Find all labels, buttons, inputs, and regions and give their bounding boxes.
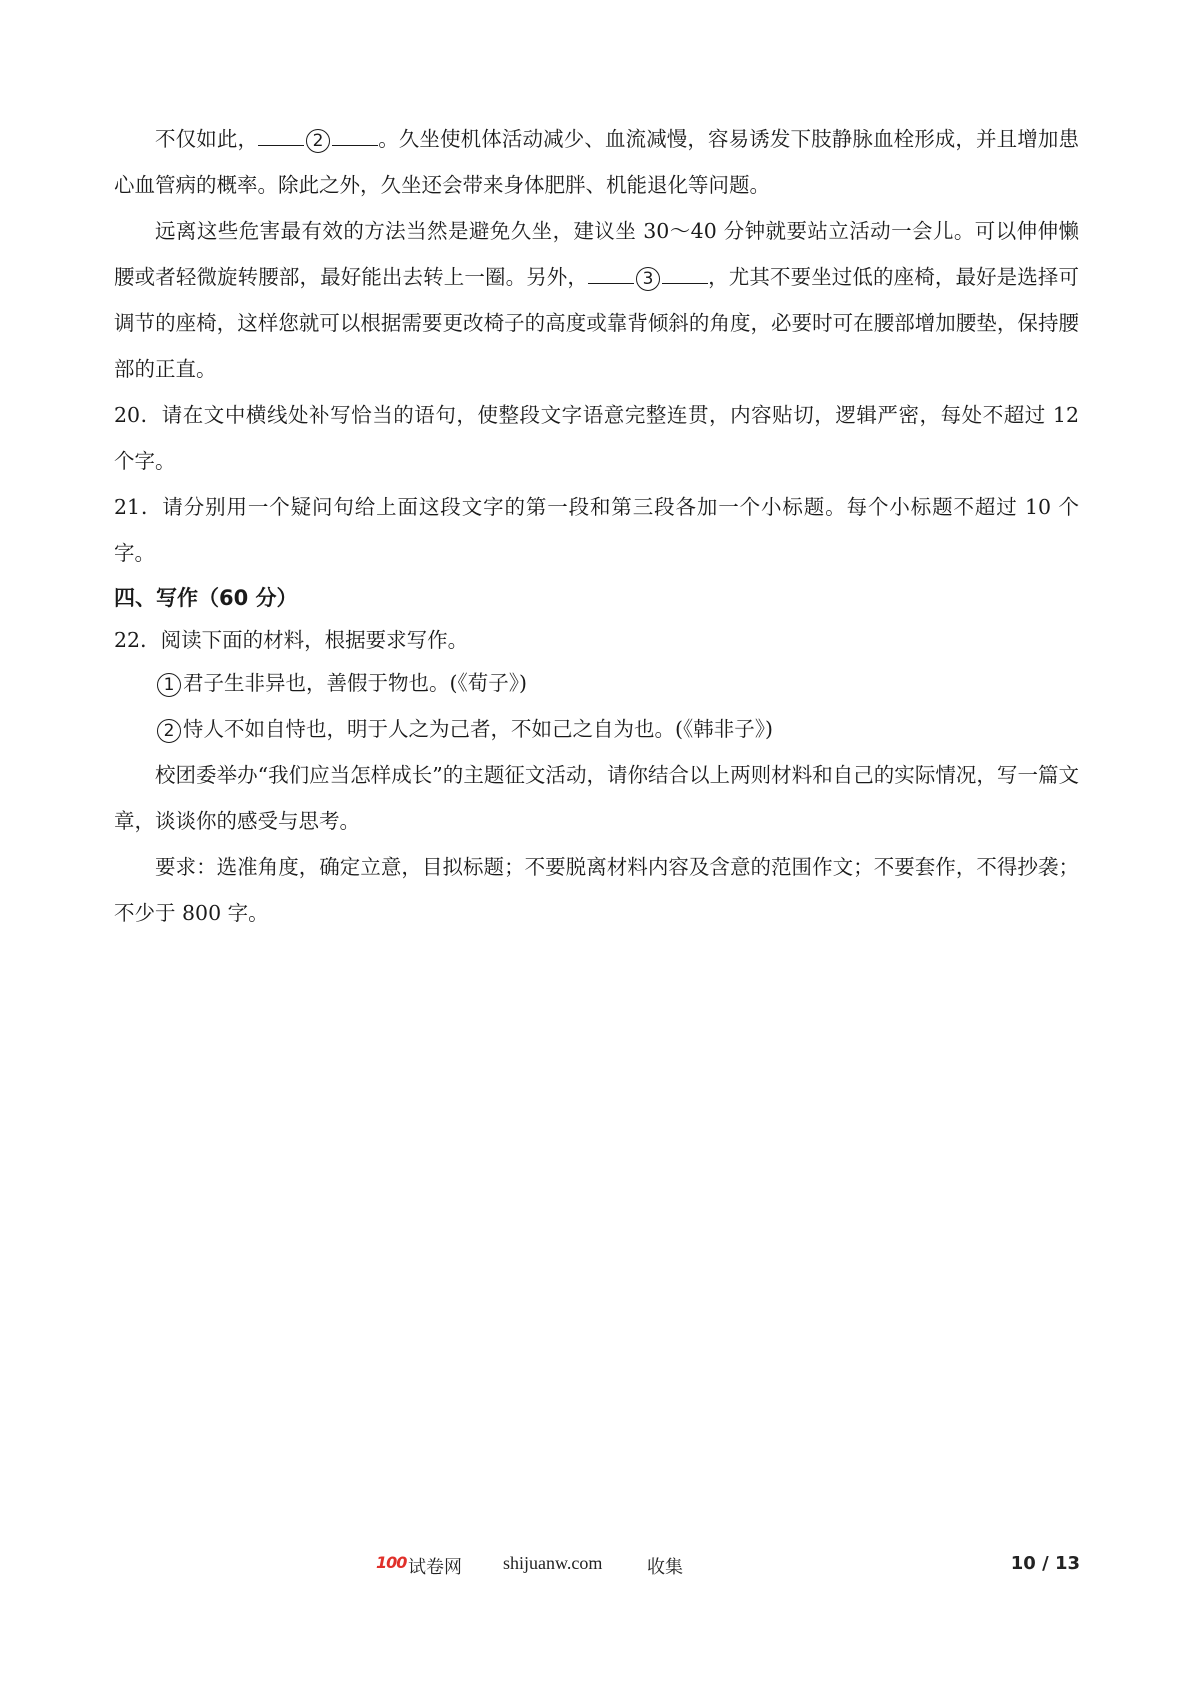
collect-label: 收集 <box>647 1557 683 1577</box>
paragraph-1-start: 不仅如此， <box>155 127 259 151</box>
fill-blank <box>588 265 634 284</box>
site-logo: 100 <box>376 1553 407 1572</box>
paragraph-2-rest: ，尤其不要坐过低的座椅，最好是选择可调节的座椅，这样您就可以根据需要更改椅子的高度或靠背倾斜的角度，必要时可在腰部增加腰垫，保持腰部的正直。 <box>114 265 1080 381</box>
material-1-text: 君子生非异也，善假于物也。(《荀子》) <box>183 671 527 695</box>
page-footer <box>0 1553 1191 1583</box>
question-21: 21．请分别用一个疑问句给上面这段文字的第一段和第三段各加一个小标题。每个小标题不超过 10 个字。 <box>114 495 1079 565</box>
paragraph-1-rest: 。久坐使机体活动减少、血流减慢，容易诱发下肢静脉血栓形成，并且增加患心血管病的概率。除此之外，久坐还会带来身体肥胖、机能退化等问题。 <box>114 127 1079 197</box>
fill-blank <box>258 127 304 146</box>
paragraph-2 <box>114 208 1079 392</box>
material-2 <box>114 706 1079 752</box>
paragraph-2-start: 远离这些危害最有效的方法当然是避免久坐，建议坐 30～40 分钟就要站立活动一会儿。可以伸伸懒腰或者轻微旋转腰部，最好能出去转上一圈。另外， <box>114 219 1079 289</box>
fill-blank <box>662 265 708 284</box>
material-1 <box>114 660 1079 706</box>
circled-number-1: 1 <box>157 673 181 697</box>
circled-number-2: 2 <box>306 129 330 153</box>
circled-number-3: 3 <box>636 267 660 291</box>
section-heading: 四、写作（60 分） <box>114 586 298 610</box>
document-body <box>114 116 1079 936</box>
circled-number-2: 2 <box>157 719 181 743</box>
site-name: 试卷网 <box>408 1557 462 1577</box>
writing-task: 校团委举办“我们应当怎样成长”的主题征文活动，请你结合以上两则材料和自己的实际情况，写一篇文章，谈谈你的感受与思考。 <box>114 763 1079 833</box>
paragraph-1 <box>114 116 1079 208</box>
site-url: shijuanw.com <box>503 1553 603 1573</box>
fill-blank <box>332 127 378 146</box>
material-2-text: 恃人不如自恃也，明于人之为己者，不如己之自为也。(《韩非子》) <box>183 717 773 741</box>
question-22: 22．阅读下面的材料，根据要求写作。 <box>114 628 469 652</box>
writing-requirements: 要求：选准角度，确定立意，目拟标题；不要脱离材料内容及含意的范围作文；不要套作，不得抄袭；不少于 800 字。 <box>114 855 1079 925</box>
page-number: 10 / 13 <box>1010 1553 1080 1574</box>
question-20: 20．请在文中横线处补写恰当的语句，使整段文字语意完整连贯，内容贴切，逻辑严密，每处不超过 12 个字。 <box>114 403 1079 473</box>
